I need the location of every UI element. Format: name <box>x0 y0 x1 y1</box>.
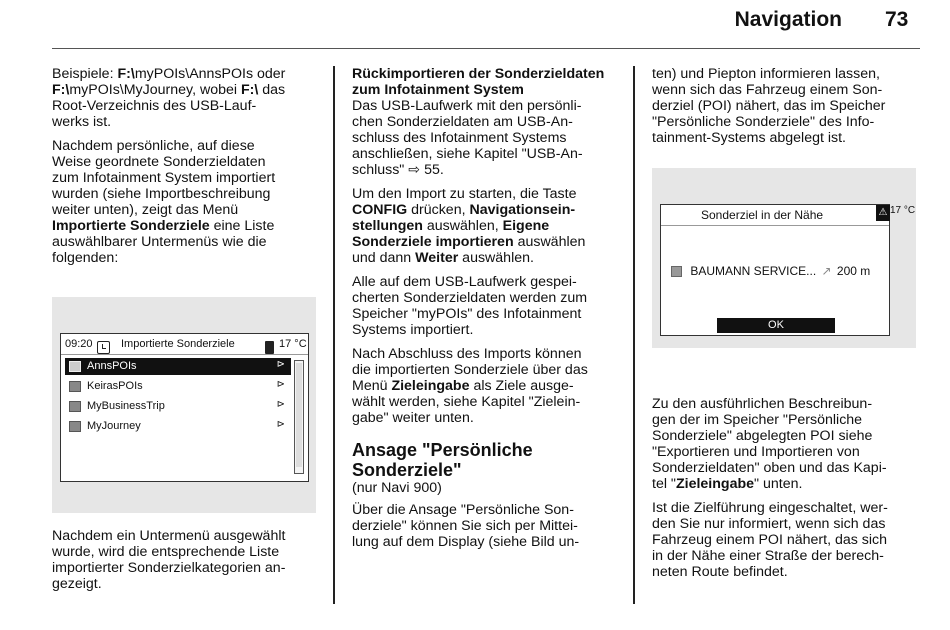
paragraph-details <box>652 396 927 492</box>
text-line: Root-Verzeichnis des USB-Lauf- <box>52 98 257 114</box>
column-1-text <box>52 66 327 274</box>
text-line: weiter unten), zeigt das Menü <box>52 202 239 218</box>
text-line: Sonderziele importieren auswählen <box>352 234 586 250</box>
column-3-bottom <box>652 396 927 588</box>
text-line: cherten Sonderzieldaten werden zum <box>352 290 588 306</box>
paragraph-examples <box>52 66 327 130</box>
text-line: Sonderzieldaten" oben und das Kapi- <box>652 460 887 476</box>
text-line: Zu den ausführlichen Beschreibun- <box>652 396 873 412</box>
screen-title: Sonderziel in der Nähe <box>701 208 824 222</box>
text-line: neten Route befindet. <box>652 564 788 580</box>
screen-title: Importierte Sonderziele <box>121 338 235 350</box>
text-line: stellungen auswählen, Eigene <box>352 218 550 234</box>
warning-icon: ⚠ <box>876 205 890 221</box>
paragraph-submenu <box>52 528 327 592</box>
column-separator-1 <box>333 66 335 604</box>
subheading-reimport <box>352 66 622 98</box>
text-line: gezeigt. <box>52 576 102 592</box>
text-line: "Exportieren und Importieren von <box>652 444 860 460</box>
direction-arrow-icon: ↗ <box>821 264 832 278</box>
text-line: lung auf dem Display (siehe Bild un- <box>352 534 580 550</box>
list-item-label: AnnsPOIs <box>87 360 137 372</box>
text-line: anschließen, siehe Kapitel "USB-An- <box>352 146 583 162</box>
list-item-label: MyBusinessTrip <box>87 400 165 412</box>
poi-distance: 200 m <box>836 264 871 278</box>
chevron-right-icon: ⊳ <box>276 379 285 390</box>
list-item[interactable] <box>65 418 291 435</box>
display-screen <box>60 333 309 482</box>
list-item-label: MyJourney <box>87 420 141 432</box>
text-line: Weise geordnete Sonderzieldaten <box>52 154 266 170</box>
status-bar <box>61 334 308 355</box>
text-line: schluss des Infotainment Systems <box>352 130 567 146</box>
text-line: Alle auf dem USB-Laufwerk gespei- <box>352 274 577 290</box>
text-line: zum Infotainment System <box>352 82 524 98</box>
text-line: tainment-Systems abgelegt ist. <box>652 130 846 146</box>
text-line: Sonderziele" abgelegten POI siehe <box>652 428 873 444</box>
folder-icon <box>69 381 81 392</box>
list-item[interactable] <box>65 358 291 375</box>
screenshot-poi-nearby <box>652 168 916 348</box>
poi-row <box>671 264 870 278</box>
column-2-text <box>352 66 622 558</box>
text-line: schluss" ⇨ 55. <box>352 162 444 178</box>
text-line: Das USB-Laufwerk mit den persönli- <box>352 98 582 114</box>
text-line: wurden (siehe Importbeschreibung <box>52 186 271 202</box>
text-line: tel "Zieleingabe" unten. <box>652 476 803 492</box>
chevron-right-icon: ⊳ <box>276 359 285 370</box>
text-line: wählt werden, siehe Kapitel "Zielein- <box>352 394 581 410</box>
text-line: Nach Abschluss des Imports können <box>352 346 582 362</box>
header-title: Navigation <box>734 8 842 31</box>
text-line: Ist die Zielführung eingeschaltet, wer- <box>652 500 888 516</box>
header-rule <box>52 48 920 49</box>
folder-icon <box>69 421 81 432</box>
note-navi900: (nur Navi 900) <box>352 480 442 496</box>
column-separator-2 <box>633 66 635 604</box>
poi-icon <box>671 266 682 277</box>
text-line: Menü Zieleingabe als Ziele ausge- <box>352 378 574 394</box>
ok-button[interactable]: OK <box>717 318 835 333</box>
text-line: F:\myPOIs\MyJourney, wobei F:\ das <box>52 82 286 98</box>
text-line: Nachdem persönliche, auf diese <box>52 138 255 154</box>
text-line: wurde, wird die entsprechende Liste <box>52 544 280 560</box>
text-line: Rückimportieren der Sonderzieldaten <box>352 66 605 82</box>
text-line: Sonderziele" <box>352 460 462 480</box>
text-line: Importierte Sonderziele eine Liste <box>52 218 275 234</box>
column-1-bottom <box>52 528 327 600</box>
list-item[interactable] <box>65 378 291 395</box>
paragraph-connect-usb <box>352 98 622 178</box>
folder-icon <box>69 361 81 372</box>
text-line: derziele" können Sie sich per Mittei- <box>352 518 578 534</box>
paragraph-after-import <box>352 346 622 426</box>
list-item-label: KeirasPOIs <box>87 380 143 392</box>
section-heading <box>352 440 622 480</box>
paragraph-start-import <box>352 186 622 266</box>
screenshot-imported-pois <box>52 297 316 513</box>
chevron-right-icon: ⊳ <box>276 419 285 430</box>
paragraph-announcement <box>352 502 622 550</box>
text-line: Speicher "myPOIs" des Infotainment <box>352 306 582 322</box>
text-line: importierter Sonderzielkategorien an- <box>52 560 286 576</box>
text-line: gen der im Speicher "Persönliche <box>652 412 863 428</box>
paragraph-notification <box>652 66 927 146</box>
text-line: chen Sonderzieldaten am USB-An- <box>352 114 573 130</box>
poi-name: BAUMANN SERVICE... <box>690 264 817 278</box>
text-line: den Sie nur informiert, wenn sich das <box>652 516 886 532</box>
text-line: Über die Ansage "Persönliche Son- <box>352 502 574 518</box>
text-line: die importierten Sonderziele über das <box>352 362 588 378</box>
text-line: Ansage "Persönliche <box>352 440 533 460</box>
chevron-right-icon: ⊳ <box>276 399 285 410</box>
display-screen <box>660 204 890 336</box>
text-line: und dann Weiter auswählen. <box>352 250 534 266</box>
text-line: folgenden: <box>52 250 119 266</box>
text-line: wenn sich das Fahrzeug einem Son- <box>652 82 883 98</box>
paragraph-imported-menu <box>52 138 327 266</box>
text-line: Um den Import zu starten, die Taste <box>352 186 577 202</box>
text-line: gabe" weiter unten. <box>352 410 474 426</box>
list-item[interactable] <box>65 398 291 415</box>
text-line: in der Nähe einer Straße der berech- <box>652 548 884 564</box>
clock-time: 09:20 <box>65 338 93 350</box>
text-line: werks ist. <box>52 114 112 130</box>
column-3-top <box>652 66 927 154</box>
page-number: 73 <box>885 8 909 31</box>
text-line: "Persönliche Sonderziele" des Info- <box>652 114 875 130</box>
text-line: Nachdem ein Untermenü ausgewählt <box>52 528 286 544</box>
paragraph-guidance <box>652 500 927 580</box>
paragraph-import-target <box>352 274 622 338</box>
text-line: Beispiele: F:\myPOIs\AnnsPOIs oder <box>52 66 286 82</box>
temperature: 17 °C <box>279 338 307 350</box>
temperature: 17 °C <box>890 205 916 216</box>
scrollbar[interactable] <box>294 360 304 474</box>
status-bar <box>661 205 889 226</box>
text-line: CONFIG drücken, Navigationsein- <box>352 202 576 218</box>
folder-icon <box>69 401 81 412</box>
text-line: Fahrzeug einem POI nähert, das sich <box>652 532 888 548</box>
text-line: derziel (POI) nähert, das im Speicher <box>652 98 886 114</box>
text-line: auswählbarer Untermenüs wie die <box>52 234 267 250</box>
text-line: ten) und Piepton informieren lassen, <box>652 66 880 82</box>
text-line: Systems importiert. <box>352 322 474 338</box>
text-line: zum Infotainment System importiert <box>52 170 276 186</box>
